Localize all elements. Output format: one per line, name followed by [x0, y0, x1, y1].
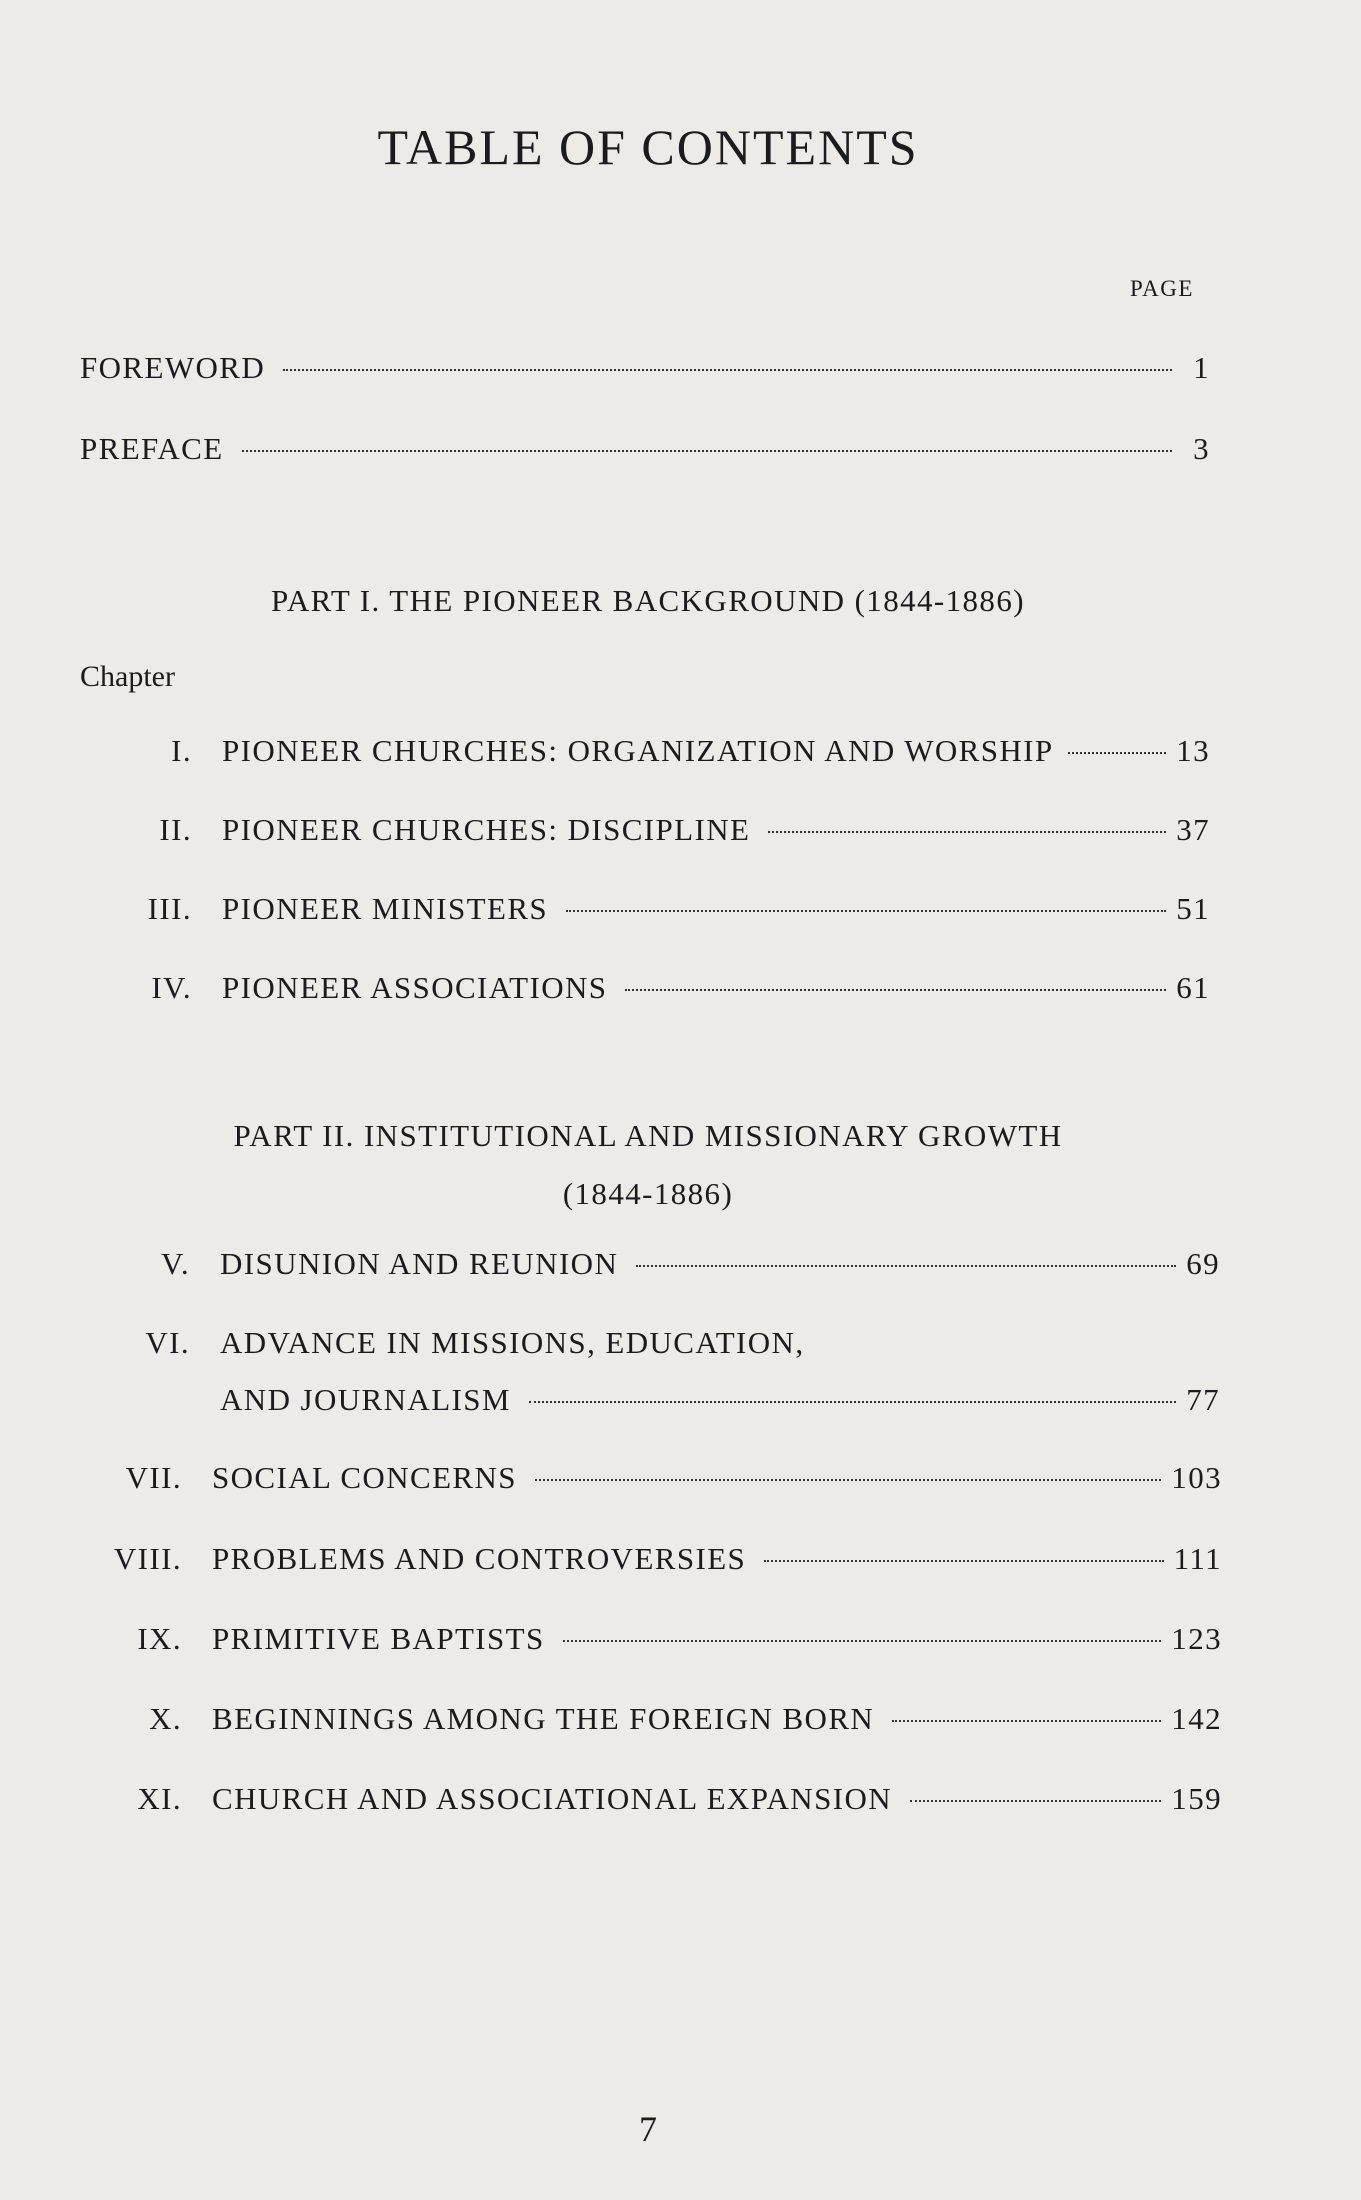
- page-number: 7: [639, 2109, 657, 2149]
- dot-leader: [283, 369, 1172, 371]
- entry-page: 111: [1173, 1541, 1222, 1576]
- chapter-number: III.: [147, 891, 192, 926]
- chapter-title: PROBLEMS AND CONTROVERSIES: [212, 1541, 747, 1576]
- chapter-number: VII.: [125, 1460, 182, 1495]
- chapter-number: X.: [149, 1701, 182, 1736]
- chapter-number: IX.: [137, 1621, 182, 1656]
- toc-entry-preface: [80, 431, 1210, 467]
- dot-leader: [535, 1479, 1161, 1481]
- chapter-title-line2: AND JOURNALISM: [220, 1382, 511, 1417]
- dot-leader: [563, 1640, 1162, 1642]
- toc-entry-foreword: [80, 350, 1210, 386]
- chapter-number: II.: [159, 812, 192, 847]
- toc-entry-chapter: [130, 1246, 1220, 1282]
- chapter-title: CHURCH AND ASSOCIATIONAL EXPANSION: [212, 1781, 893, 1816]
- part-heading-dates: (1844-1886): [562, 1176, 734, 1211]
- toc-entry-chapter: [110, 1701, 1222, 1737]
- entry-title: PREFACE: [80, 431, 224, 466]
- dot-leader: [566, 910, 1166, 912]
- entry-page: 69: [1186, 1246, 1220, 1281]
- entry-page: 3: [1193, 431, 1210, 466]
- chapter-title: PIONEER CHURCHES: DISCIPLINE: [222, 812, 751, 847]
- toc-entry-chapter: [140, 812, 1210, 848]
- chapter-title: PIONEER MINISTERS: [222, 891, 549, 926]
- page-title: TABLE OF CONTENTS: [377, 119, 919, 175]
- toc-entry-chapter: [110, 1541, 1222, 1577]
- page-column-header: PAGE: [1130, 276, 1194, 301]
- entry-page: 51: [1176, 891, 1210, 926]
- toc-entry-chapter: [140, 891, 1210, 927]
- chapter-title: PRIMITIVE BAPTISTS: [212, 1621, 545, 1656]
- chapter-title: BEGINNINGS AMONG THE FOREIGN BORN: [212, 1701, 875, 1736]
- chapter-number: I.: [171, 733, 192, 768]
- chapter-number: IV.: [151, 970, 192, 1005]
- entry-page: 142: [1171, 1701, 1222, 1736]
- chapter-number: XI.: [137, 1781, 182, 1816]
- toc-entry-chapter: [140, 733, 1210, 769]
- toc-entry-chapter: [110, 1460, 1222, 1496]
- entry-page: 61: [1176, 970, 1210, 1005]
- chapter-title: ADVANCE IN MISSIONS, EDUCATION,: [220, 1325, 805, 1360]
- chapter-number: V.: [161, 1246, 190, 1281]
- part-heading: PART I. THE PIONEER BACKGROUND (1844-1886): [271, 583, 1025, 618]
- chapter-column-label: Chapter: [80, 660, 175, 693]
- toc-entry-chapter: [140, 970, 1210, 1006]
- dot-leader: [625, 989, 1166, 991]
- entry-page: 77: [1186, 1382, 1220, 1417]
- entry-page: 37: [1176, 812, 1210, 847]
- chapter-number: VIII.: [113, 1541, 182, 1576]
- toc-entry-chapter: [130, 1325, 1220, 1361]
- entry-page: 123: [1171, 1621, 1222, 1656]
- dot-leader: [764, 1560, 1163, 1562]
- dot-leader: [529, 1401, 1176, 1403]
- chapter-title: PIONEER CHURCHES: ORGANIZATION AND WORSHIP: [222, 733, 1054, 768]
- entry-page: 13: [1176, 733, 1210, 768]
- part-heading: PART II. INSTITUTIONAL AND MISSIONARY GROWTH: [233, 1118, 1063, 1153]
- toc-entry-chapter-continued: [220, 1382, 1220, 1418]
- dot-leader: [1068, 752, 1167, 754]
- chapter-title: DISUNION AND REUNION: [220, 1246, 619, 1281]
- entry-page: 103: [1171, 1460, 1222, 1495]
- chapter-title: PIONEER ASSOCIATIONS: [222, 970, 608, 1005]
- toc-entry-chapter: [110, 1621, 1222, 1657]
- entry-page: 1: [1193, 350, 1210, 385]
- chapter-number: VI.: [145, 1325, 190, 1360]
- entry-page: 159: [1171, 1781, 1222, 1816]
- dot-leader: [892, 1720, 1161, 1722]
- chapter-title: SOCIAL CONCERNS: [212, 1460, 517, 1495]
- dot-leader: [768, 831, 1166, 833]
- dot-leader: [636, 1265, 1176, 1267]
- entry-title: FOREWORD: [80, 350, 266, 385]
- dot-leader: [910, 1800, 1161, 1802]
- toc-entry-chapter: [110, 1781, 1222, 1817]
- dot-leader: [242, 450, 1172, 452]
